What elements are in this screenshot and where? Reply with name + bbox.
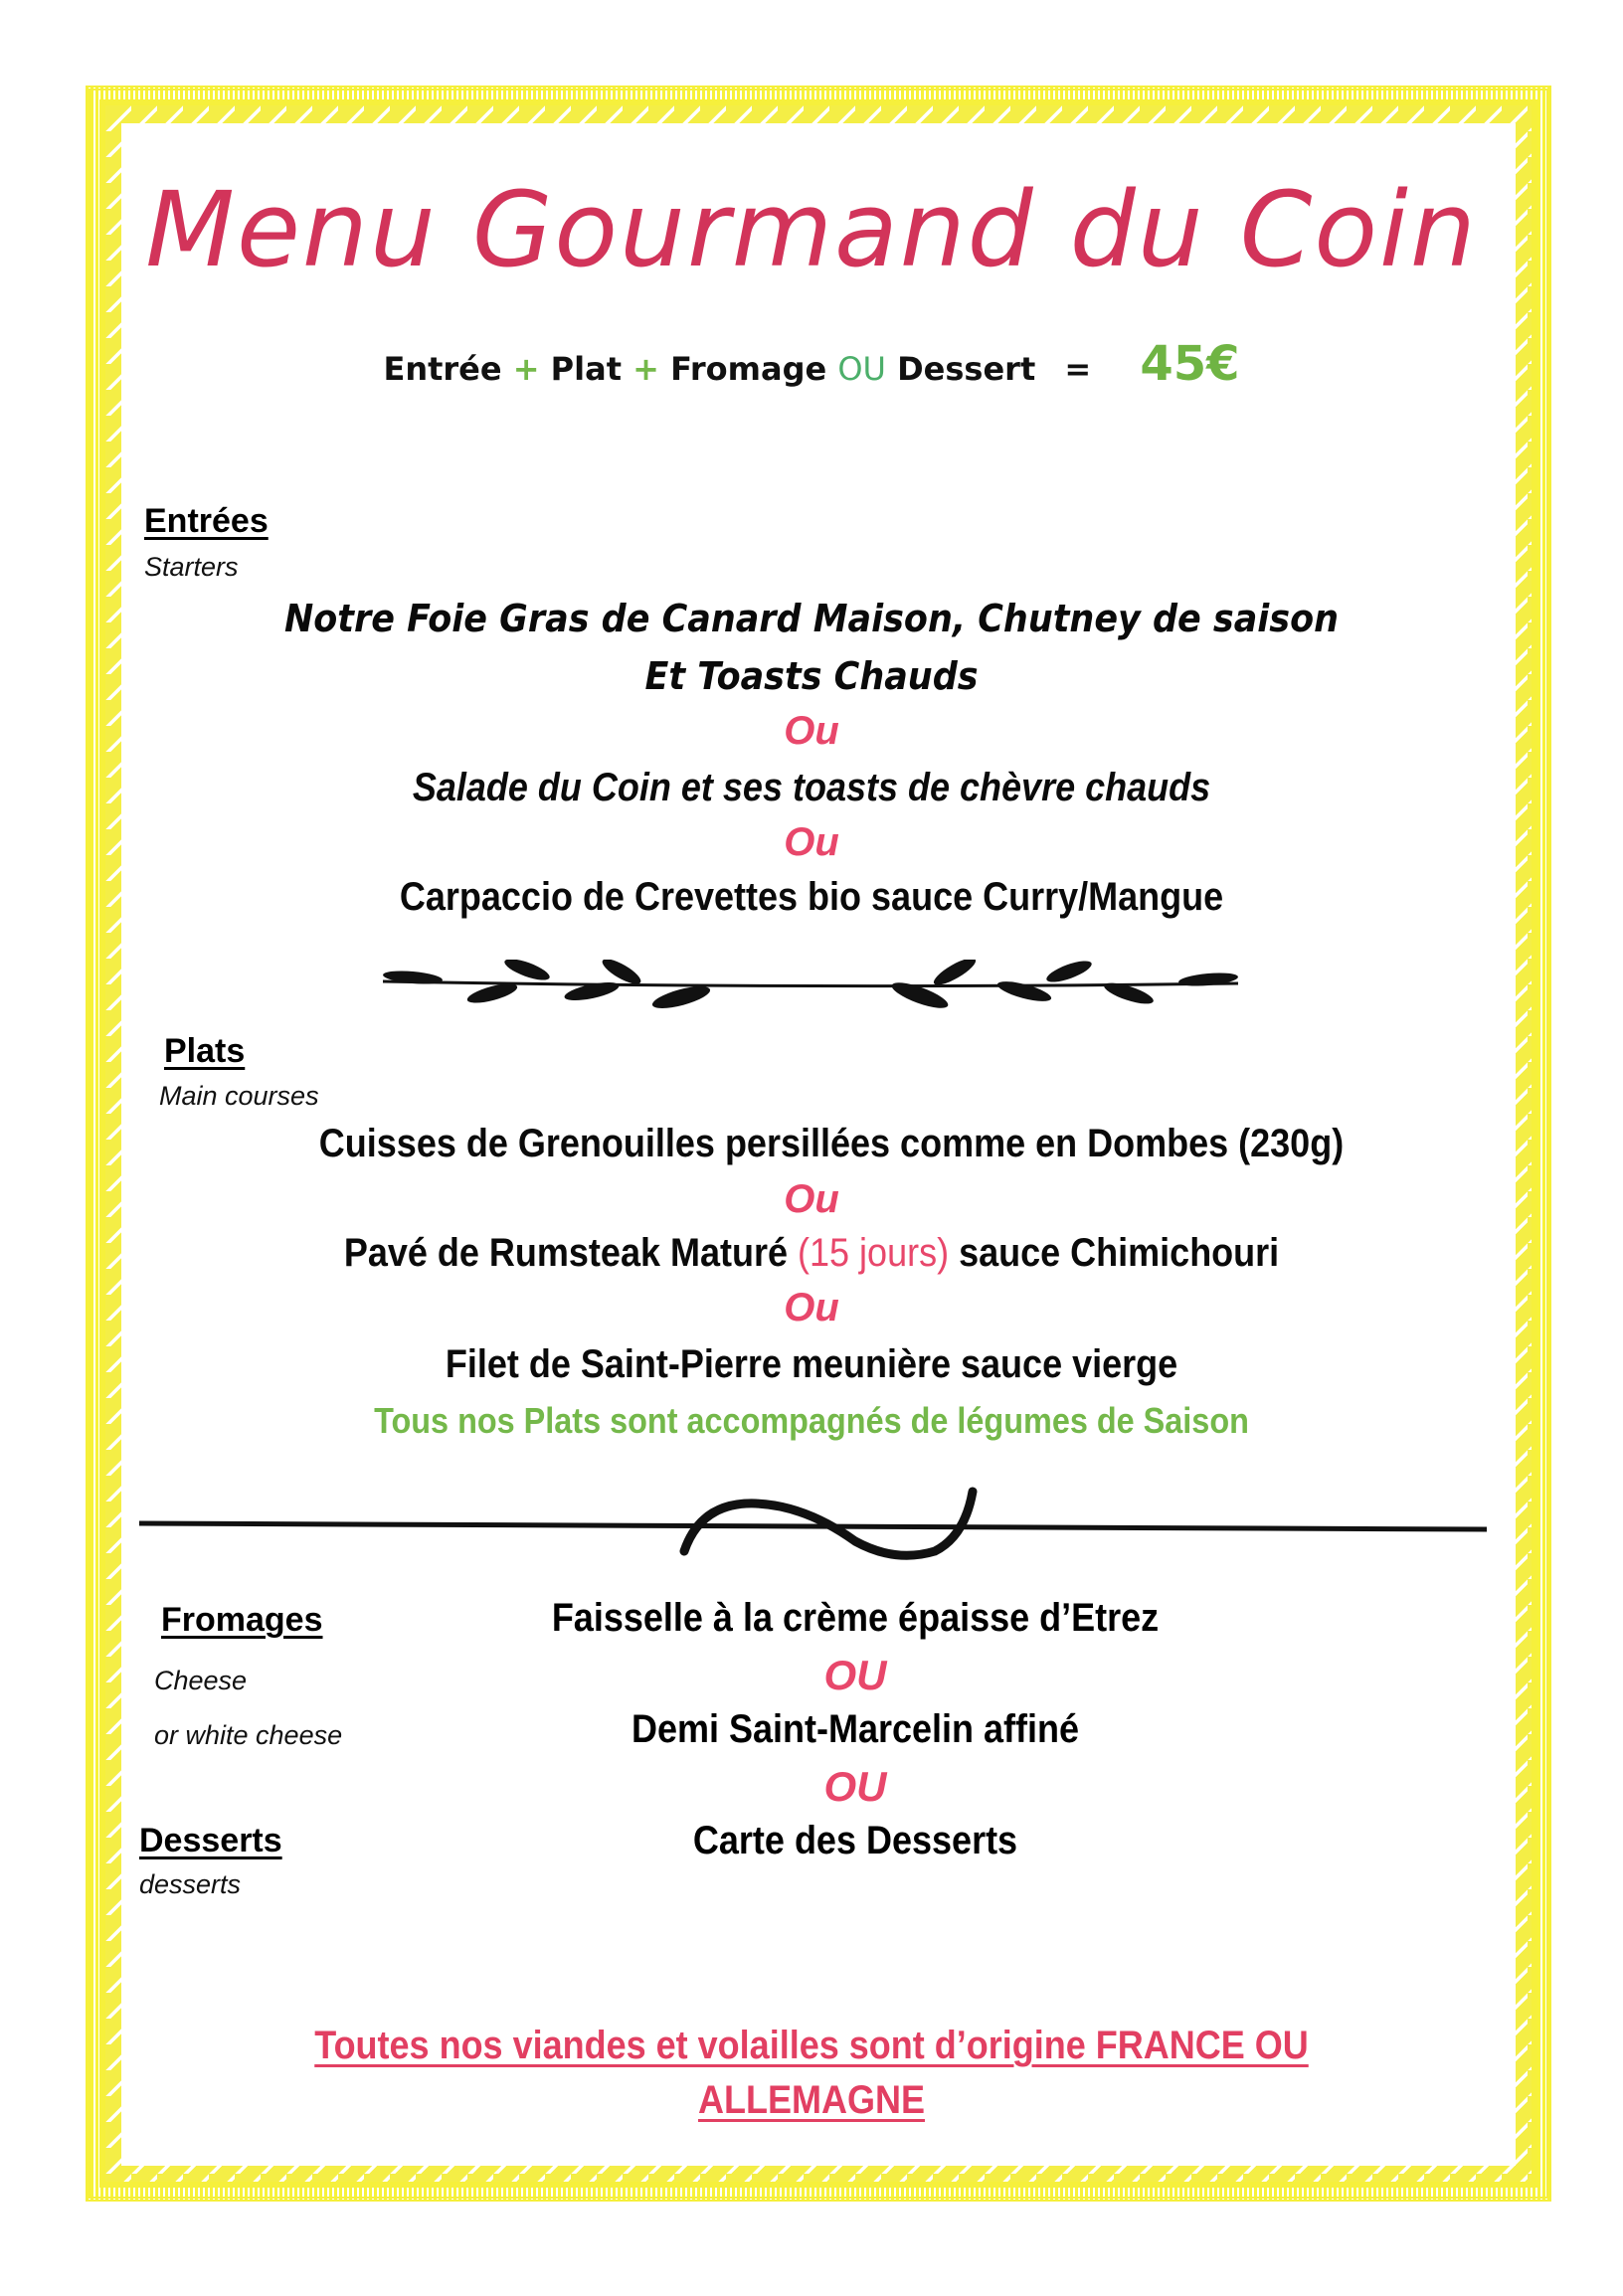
formula-plat: Plat <box>550 350 622 388</box>
separator-or: OU <box>823 1652 887 1698</box>
swirl-divider-icon <box>139 1482 1487 1571</box>
section-heading-desserts: Desserts <box>139 1822 282 1859</box>
separator-or: Ou <box>784 1286 839 1329</box>
leaf-divider-icon <box>383 960 1238 1009</box>
fromage-dessert-options <box>428 1596 1283 1874</box>
section-subheading-starters: Starters <box>144 552 239 582</box>
entree-item-2: Salade du Coin et ses toasts de chèvre chauds <box>412 766 1211 809</box>
menu-price: 45€ <box>1140 336 1240 392</box>
separator-or: OU <box>823 1763 887 1810</box>
section-heading-fromages: Fromages <box>161 1601 323 1639</box>
separator-or: Ou <box>784 820 839 864</box>
entree-item-1-line2: Et Toasts Chauds <box>644 654 979 698</box>
dessert-item: Carte des Desserts <box>692 1819 1018 1862</box>
plat-item-2-sauce: sauce Chimichouri <box>959 1231 1280 1275</box>
entree-item-3: Carpaccio de Crevettes bio sauce Curry/Mangue <box>399 875 1224 919</box>
plus-sign: + <box>512 350 540 388</box>
fromage-item-2: Demi Saint-Marcelin affiné <box>631 1707 1080 1751</box>
formula-or: OU <box>837 350 886 388</box>
plat-item-2 <box>82 1231 1542 1276</box>
formula-fromage: Fromage <box>670 350 827 388</box>
section-subheading-desserts: desserts <box>139 1869 242 1899</box>
section-heading-entrees: Entrées <box>144 502 269 540</box>
plus-sign: + <box>632 350 659 388</box>
formula-dessert: Dessert <box>897 350 1036 388</box>
section-subheading-cheese: Cheese <box>154 1666 248 1695</box>
plat-item-2-aging: (15 jours) <box>798 1231 950 1275</box>
plats-side-note: Tous nos Plats sont accompagnés de légumes de Saison <box>374 1400 1249 1441</box>
page-title: Menu Gourmand du Coin <box>145 169 1478 290</box>
fromage-item-1: Faisselle à la crème épaisse d’Etrez <box>551 1596 1160 1640</box>
plat-item-3: Filet de Saint-Pierre meunière sauce vierge <box>445 1342 1178 1386</box>
menu-formula <box>0 336 1623 392</box>
plat-item-2-name: Pavé de Rumsteak Maturé <box>343 1231 789 1275</box>
section-heading-plats: Plats <box>164 1032 246 1070</box>
separator-or: Ou <box>784 1177 839 1221</box>
entree-item-1-line1: Notre Foie Gras de Canard Maison, Chutney de saison <box>284 597 1339 640</box>
origin-notice-line1: Toutes nos viandes et volailles sont d’origine FRANCE OU <box>314 2024 1309 2067</box>
origin-notice-line2: ALLEMAGNE <box>697 2078 925 2122</box>
equals-sign: = <box>1064 350 1092 388</box>
section-subheading-white-cheese: or white cheese <box>154 1720 343 1750</box>
separator-or: Ou <box>784 709 839 753</box>
formula-entree: Entrée <box>383 350 502 388</box>
plat-item-1: Cuisses de Grenouilles persillées comme en Dombes (230g) <box>318 1122 1345 1165</box>
section-subheading-main-courses: Main courses <box>159 1081 319 1111</box>
